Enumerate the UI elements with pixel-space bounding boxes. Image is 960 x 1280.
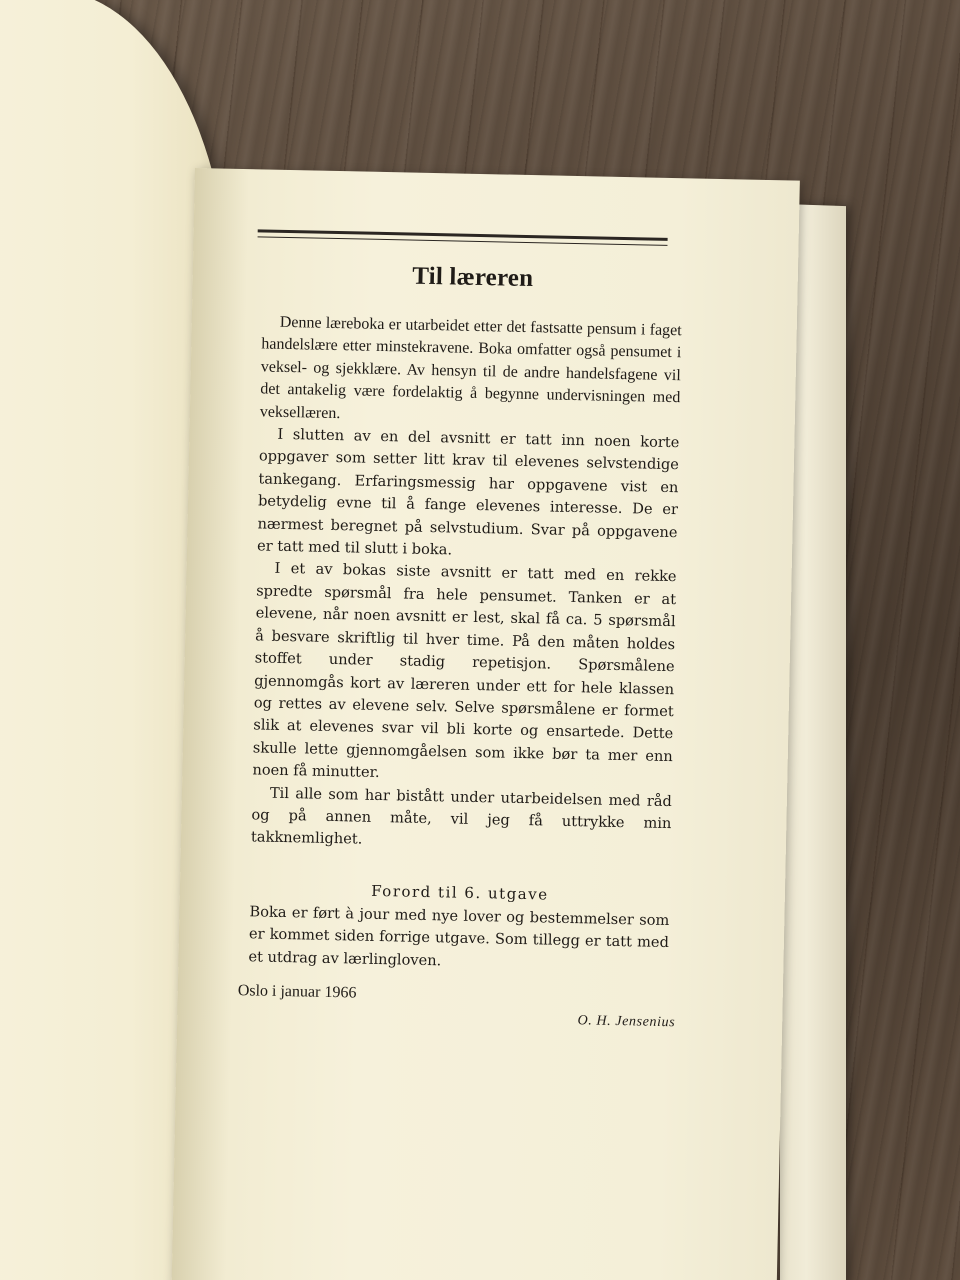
page-title: Til læreren: [412, 262, 534, 293]
header-rule-thick: [258, 229, 668, 241]
foreword-heading: Forord til 6. utgave: [370, 881, 549, 904]
place-date: Oslo i januar 1966: [237, 982, 357, 1002]
signature-block: [237, 982, 676, 1041]
author-name: O. H. Jensenius: [577, 1013, 676, 1031]
page-content: [237, 229, 684, 1041]
right-book-page: [172, 168, 800, 1280]
foreword-paragraph: Boka er ført à jour med nye lover og bestemmelser som er kommet siden forrige utgave. Som tillegg er tatt med et utdrag av lærlingloven.: [248, 903, 670, 969]
paragraph-4: Til alle som har bistått under utarbeidelsen med råd og på annen måte, vil jeg få uttrykke min takknemlighet.: [250, 784, 673, 848]
paragraph-1: Denne læreboka er utarbeidet etter det fastsatte pensum i faget handelslære etter minstekravene. Boka omfatter også pensumet i veksel- og sjekklære. Av hensyn til de andre handelsfagene vil det antakelig være fordelaktig å begynne undervisningen med veksellæren.: [259, 313, 682, 422]
paragraph-2: I slutten av en del avsnitt er tatt inn noen korte oppgaver som setter litt krav til elevenes selvstendige tankegang. Erfaringsmessig har oppgavene vist en betydelig evne til å fange elevenes interesse. De er nærmest beregnet på selvstudium. Svar på oppgavene er tatt med til slutt i boka.: [256, 425, 680, 559]
paragraph-3: I et av bokas siste avsnitt er tatt med en rekke spredte spørsmål fra hele pensumet. Tanken er at elevene, når noen avsnitt er lest, skal få ca. 5 spørsmål å besvare skriftlig til hver time. På den måten holdes stoffet under stadig repetisjon. Spørsmålene gjennomgås kort av læreren under ett for hele klassen og rettes av elevene selv. Selve spørsmålene er formet slik at elevenes svar vil bli korte og ensartede. Dette skulle lette gjennomgåelsen som ikke bør ta mer enn noen få minutter.: [252, 560, 677, 782]
